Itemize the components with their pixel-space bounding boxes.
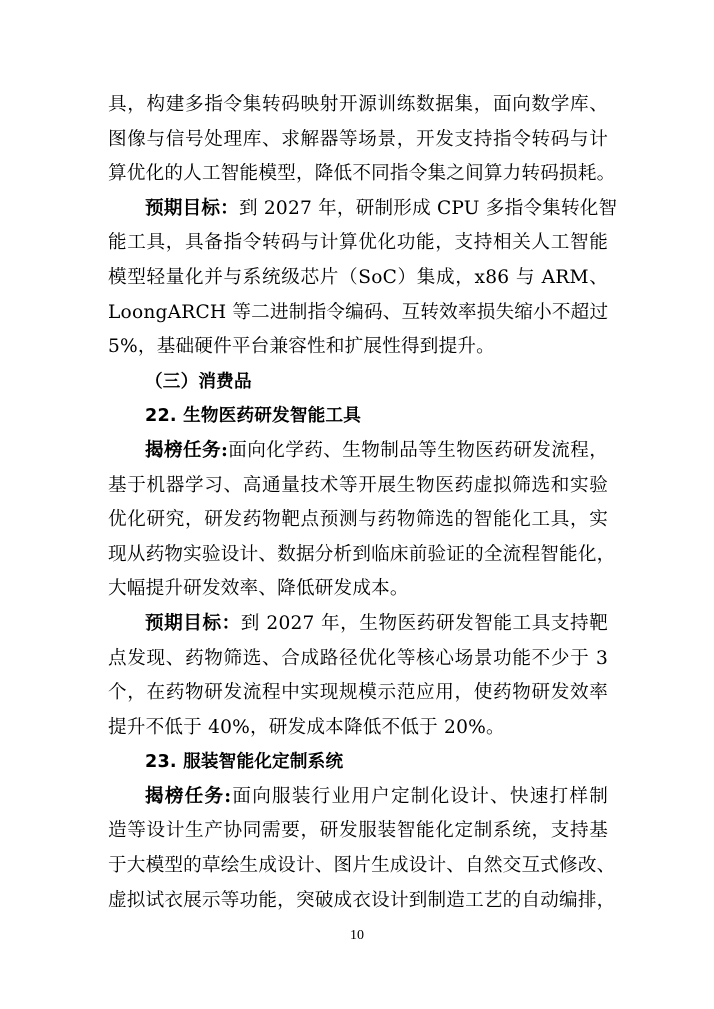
text-line [108,192,618,227]
task-text: 面向化学药、生物制品等生物医药研发流程， [228,439,608,461]
paragraph-continuation [108,88,616,192]
text-line [108,434,608,469]
text-line: 基于机器学习、高通量技术等开展生物医药虚拟筛选和实验 [108,474,608,496]
text-line: 于大模型的草绘生成设计、图片生成设计、自然交互式修改、 [108,855,616,877]
text-line: 造等设计生产协同需要，研发服装智能化定制系统，支持基 [108,820,608,842]
item-23 [108,745,616,918]
section-heading: （三）消费品 [145,371,252,392]
text-line: 5%，基础硬件平台兼容性和扩展性得到提升。 [108,336,495,358]
task-label: 揭榜任务: [145,785,232,807]
goal-text: 到 2027 年，生物医药研发智能工具支持靶 [240,612,608,634]
task-label: 揭榜任务: [145,439,229,461]
text-line: 大幅提升研发效率、降低研发成本。 [108,578,409,600]
text-line: 现从药物实验设计、数据分析到临床前验证的全流程智能化， [108,543,616,565]
text-line: 点发现、药物筛选、合成路径优化等核心场景功能不少于 3 [108,647,608,669]
goal-label: 预期目标： [145,197,239,219]
text-line: 提升不低于 40%，研发成本降低不低于 20%。 [108,716,505,738]
document-body [108,88,618,918]
text-line [108,607,608,642]
page-number: 10 [350,928,364,943]
text-line: 具，构建多指令集转码映射开源训练数据集，面向数学库、 [108,94,608,115]
item-22 [108,399,616,745]
text-line: 个，在药物研发流程中实现规模示范应用，使药物研发效率 [108,682,608,704]
text-line: 优化研究，研发药物靶点预测与药物筛选的智能化工具，实 [108,509,608,531]
item-heading: 23. 服装智能化定制系统 [145,752,344,773]
text-line: 算优化的人工智能模型，降低不同指令集之间算力转码损耗。 [108,163,616,185]
text-line: 能工具，具备指令转码与计算优化功能，支持相关人工智能 [108,232,608,254]
goal-text: 到 2027 年，研制形成 CPU 多指令集转化智 [238,197,618,219]
text-line: 虚拟试衣展示等功能，突破成衣设计到制造工艺的自动编排， [108,889,616,911]
goal-label: 预期目标： [145,612,241,634]
item-heading: 22. 生物医药研发智能工具 [145,406,362,427]
paragraph-expected-goals [108,192,618,365]
text-line [108,780,608,815]
text-line: LoongARCH 等二进制指令编码、互转效率损失缩小不超过 [108,301,609,323]
text-line: 模型轻量化并与系统级芯片（SoC）集成，x86 与 ARM、 [108,266,608,288]
task-text: 面向服装行业用户定制化设计、快速打样制 [231,785,608,807]
text-line: 图像与信号处理库、求解器等场景，开发支持指令转码与计 [108,128,608,150]
